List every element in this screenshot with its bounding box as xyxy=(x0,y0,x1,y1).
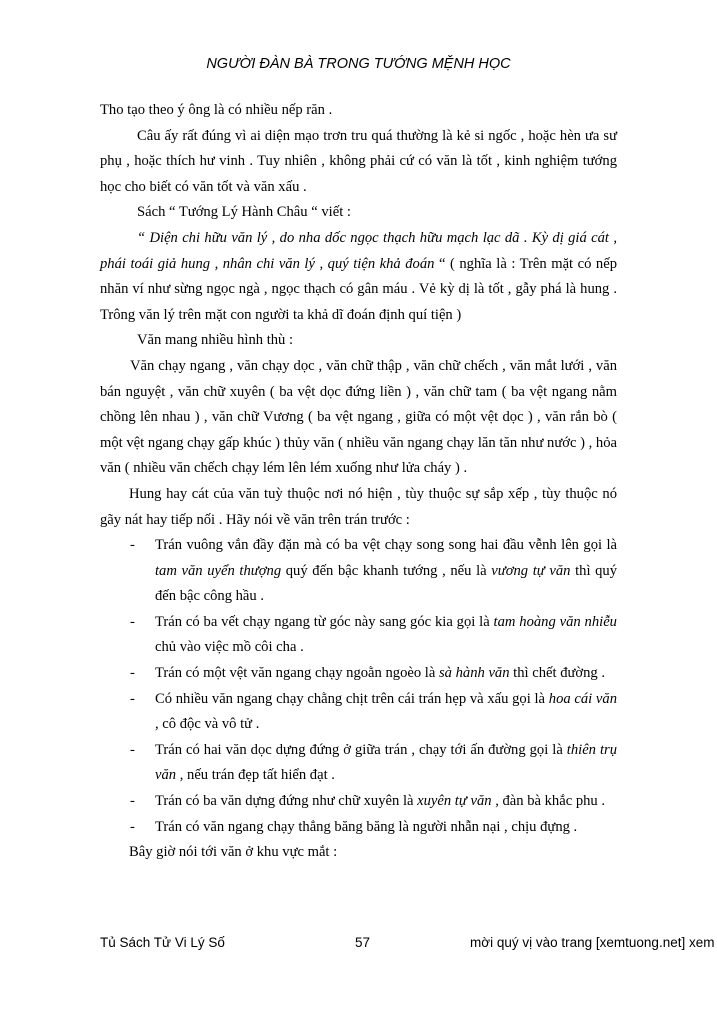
list-item xyxy=(100,661,617,687)
bullet-dash: - xyxy=(130,793,135,810)
list-item-text: Trán có văn ngang chạy thẳng băng băng là người nhẫn nại , chịu đựng . xyxy=(155,818,578,835)
bullet-dash: - xyxy=(130,690,135,707)
list-item xyxy=(100,687,617,738)
paragraph-2: Câu ấy rất đúng vì ai diện mạo trơn tru quá thường là kẻ si ngốc , hoặc hèn ưa sư phụ , hoặc thích hư vinh . Tuy nhiên , không phải cứ có văn là tốt , kinh nghiệm tướng học cho biết có văn tốt và văn xấu . xyxy=(100,127,617,195)
list-item-text: Trán có ba văn dựng đứng như chữ xuyên là xyxy=(155,793,418,810)
bullet-dash: - xyxy=(130,537,135,554)
list-item-term: tam văn uyển thượng xyxy=(155,562,282,579)
bullet-dash: - xyxy=(130,741,135,758)
footer-series: Tủ Sách Tử Vi Lý Số xyxy=(100,935,225,950)
paragraph-6: Văn chạy ngang , văn chạy dọc , văn chữ thập , văn chữ chếch , văn mắt lưới , văn bán nguyệt , văn chữ xuyên ( ba vệt dọc đứng liền ) , văn chữ tam ( ba vệt ngang nằm chồng lên nhau ) , văn chữ Vương ( ba vệt ngang , giữa có một vệt dọc ) , văn rắn bò ( một vệt ngang chạy gấp khúc ) thủy văn ( nhiều văn ngang chạy lăn tăn như nước ) , hỏa văn ( nhiều văn chếch chạy lém lên lém xuống như lửa cháy ) . xyxy=(100,357,617,477)
list-item-text: , cô độc và vô tử . xyxy=(155,716,260,733)
list-item-text: chủ vào việc mồ côi cha . xyxy=(155,639,304,656)
list-item-text: thì quý đến bậc công hầu . xyxy=(155,562,618,605)
list-item-text: Trán vuông vắn đầy đặn mà có ba vệt chạy song song hai đầu vễnh lên gọi là xyxy=(155,537,617,554)
list-item xyxy=(100,815,617,841)
list-item-text: quý đến bậc khanh tướng , nếu là xyxy=(281,562,492,579)
list-item xyxy=(100,738,617,789)
page-footer xyxy=(0,935,717,955)
paragraph-1: Tho tạo theo ý ông là có nhiều nếp răn . xyxy=(100,102,333,118)
page-body xyxy=(100,98,617,866)
list-item-text: , đàn bà khắc phu . xyxy=(491,793,606,810)
list-item xyxy=(100,610,617,661)
page-header: NGƯỜI ĐÀN BÀ TRONG TƯỚNG MỆNH HỌC xyxy=(206,56,511,72)
quote-chinese: “ Diện chi hữu văn lý , do nha dốc ngọc thạch hữu mạch lạc dã . Kỳ dị giá cát , phái toái giả hung , nhân chi văn lý , quý tiện khả đoán xyxy=(100,229,617,272)
bullet-dash: - xyxy=(130,613,135,630)
list-item-text: , nếu trán đẹp tất hiển đạt . xyxy=(176,767,335,784)
list-item-term: thiên trụ văn xyxy=(155,741,617,784)
list-item-term: tam hoàng văn nhiễu xyxy=(493,613,617,630)
bullet-dash: - xyxy=(130,818,135,835)
list-item-term: vương tự văn xyxy=(491,562,571,579)
list-item-term: hoa cái văn xyxy=(548,690,617,707)
paragraph-7: Hung hay cát của văn tuỳ thuộc nơi nó hiện , tùy thuộc sự sắp xếp , tùy thuộc nó gãy nát hay tiếp nối . Hãy nói về văn trên trán trước : xyxy=(100,485,617,528)
paragraph-8: Bây giờ nói tới văn ở khu vực mắt : xyxy=(129,844,338,861)
quote-translation: “ ( nghĩa là : Trên mặt có nếp nhăn ví như sừng ngọc ngà , ngọc thạch có gân máu . Vẻ kỳ dị là tốt , gẫy phá là hung . Trông văn lý trên mặt con người ta khả dĩ đoán định quí tiện ) xyxy=(100,255,618,323)
list-item-text: Có nhiều văn ngang chạy chằng chịt trên cái trán hẹp và xấu gọi là xyxy=(155,690,549,707)
paragraph-5: Văn mang nhiều hình thù : xyxy=(137,332,294,349)
list-item-text: Trán có hai văn dọc dựng đứng ở giữa trán , chạy tới ấn đường gọi là xyxy=(155,741,567,758)
paragraph-4 xyxy=(100,226,617,328)
bullet-dash: - xyxy=(130,665,135,682)
page-number: 57 xyxy=(355,935,371,950)
paragraph-3: Sách “ Tướng Lý Hành Châu “ viết : xyxy=(137,204,351,221)
list-item-text: Trán có một vệt văn ngang chạy ngoằn ngoèo là xyxy=(155,665,439,682)
list-item-term: xuyên tự văn xyxy=(417,793,492,810)
list-item xyxy=(100,533,617,610)
list-item-text: Trán có ba vết chạy ngang từ góc này sang góc kia gọi là xyxy=(155,613,494,630)
list-item xyxy=(100,789,617,815)
list-item-term: sà hành văn xyxy=(438,665,510,682)
list-item-text: thì chết đường . xyxy=(509,665,606,682)
footer-website-note: mời quý vị vào trang [xemtuong.net] xem xyxy=(470,935,715,950)
